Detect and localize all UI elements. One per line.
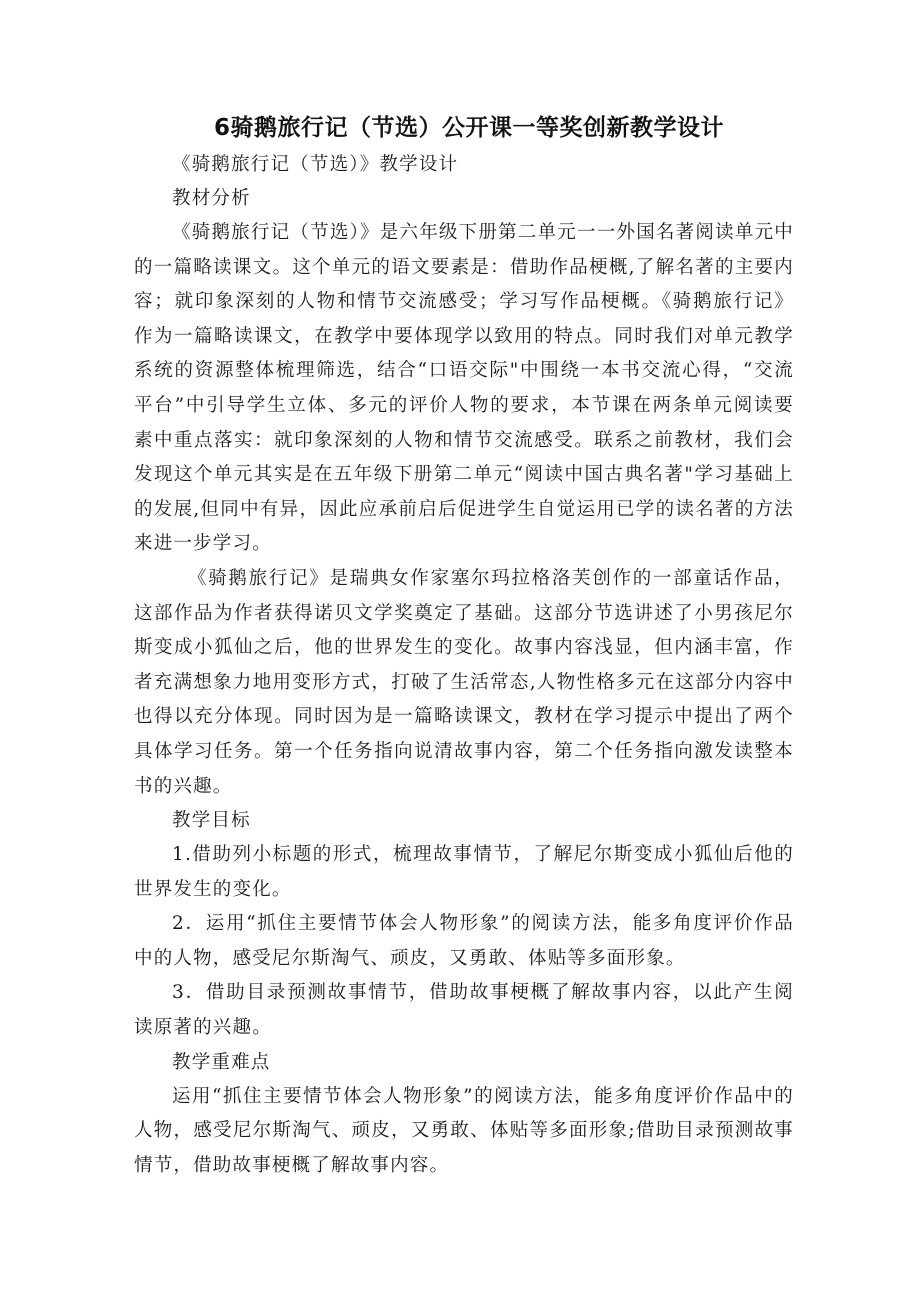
document-page (134, 108, 794, 1183)
key-paragraph-1: 运用“抓住主要情节体会人物形象”的阅读方法，能多角度评价作品中的人物，感受尼尔斯淘气、顽皮，又勇敢、体贴等多面形象;借助目录预测故事情节，借助故事梗概了解故事内容。 (134, 1085, 794, 1176)
section-heading-goals: 教学目标 (172, 810, 251, 832)
document-subtitle: 《骑鹅旅行记（节选）》教学设计 (172, 154, 459, 175)
goal-item-1: 1.借助列小标题的形式，梳理故事情节，了解尼尔斯变成小狐仙后他的世界发生的变化。 (134, 844, 794, 900)
section-heading-material: 教材分析 (172, 188, 251, 209)
section-heading-key: 教学重难点 (172, 1051, 271, 1073)
goal-item-2: 2．运用“抓住主要情节体会人物形象”的阅读方法，能多角度评价作品中的人物，感受尼尔斯淘气、顽皮，又勇敢、体贴等多面形象。 (134, 913, 794, 969)
goal-item-3: 3．借助目录预测故事情节，借助故事梗概了解故事内容，以此产生阅读原著的兴趣。 (134, 982, 794, 1039)
material-paragraph-2: 《骑鹅旅行记》是瑞典女作家塞尔玛拉格洛芙创作的一部童话作品，这部作品为作者获得诺贝文学奖奠定了基础。这部分节选讲述了小男孩尼尔斯变成小狐仙之后，他的世界发生的变化。故事内容浅显，但内涵丰富，作者充满想象力地用变形方式，打破了生活常态,人物性格多元在这部分内容中也得以充分体现。同时因为是一篇略读课文，教材在学习提示中提出了两个具体学习任务。第一个任务指向说清故事内容，第二个任务指向激发读整本书的兴趣。 (134, 567, 794, 797)
document-title: 6骑鹅旅行记（节选）公开课一等奖创新教学设计 (213, 115, 724, 141)
material-paragraph-1: 《骑鹅旅行记（节选）》是六年级下册第二单元一一外国名著阅读单元中的一篇略读课文。这个单元的语文要素是：借助作品梗概,了解名著的主要内容；就印象深刻的人物和情节交流感受；学习写作品梗概。《骑鹅旅行记》作为一篇略读课文，在教学中要体现学以致用的特点。同时我们对单元教学系统的资源整体梳理筛选，结合“口语交际"中围绕一本书交流心得，“交流平台”中引导学生立体、多元的评价人物的要求，本节课在两条单元阅读要素中重点落实：就印象深刻的人物和情节交流感受。联系之前教材，我们会发现这个单元其实是在五年级下册第二单元“阅读中国古典名著"学习基础上的发展,但同中有异，因此应承前启后促进学生自觉运用已学的读名著的方法来进一步学习。 (134, 222, 794, 555)
